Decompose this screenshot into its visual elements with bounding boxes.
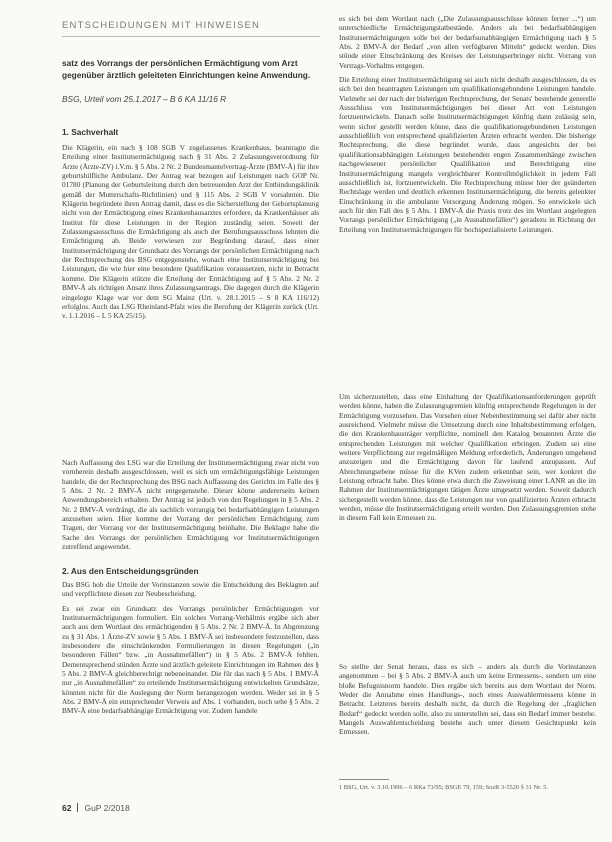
footer-divider <box>77 803 78 812</box>
right-paragraph-3: Um sicherzustellen, dass eine Einhaltung der Qualifikationsanforderungen geprüft werden könne, haben die Zulassungsgremien künftig entsprechende Regelungen in der Ermächtigung vorzusehen. Das Vorsehen einer Nebenbestimmung sei dafür aber nicht ausreichend. Vielmehr müsse die Umsetzung durch eine Inhaltsbestimmung erfolgen, die den Krankenhausträger verpflichte, nominell den Katalog benannten Ärzte die entsprechenden Leistungen mit welcher Qualifikation erbringen. Zudem sei eine weitere Verpflichtung zur regelmäßigen Meldung erforderlich, Änderungen umgehend anzuzeigen und die Ermächtigung davon für laufend anzupassen. Auf Abrechnungsebene müsse für die KVen zudem erkennbar sein, wer konkret die Leistung erbracht habe. Dies könne etwa durch die Zuweisung einer LANR an die im Rahmen der Institutsermächtigungen tätigen Ärzte umgesetzt werden. Soweit dadurch sichergestellt werden könne, dass die Leistungen nur von qualifizierten Ärzten erbracht werden, müsse die Institutsermächtigung erteilt werden. Den Zulassungsgremien stehe in diesem Fall kein Ermessen zu. <box>339 392 596 523</box>
left-column-section-1 <box>62 143 319 326</box>
right-paragraph-4: So stellte der Senat heraus, dass es sich – anders als durch die Vorinstanzen angenommen – bei § 5 Abs. 2 BMV-Ä auch um keine Ermessens-, sondern um eine bloße Befugnisnorm handele. Dies ergäbe sich bereits aus dem Wortlaut der Norm. Weder die Annahme eines Handlungs-, noch eines Auswahlermessens könne in Betracht. Letzteres bereits deshalb nicht, da durch die Regelung der „fraglichen Bedarf“ gedeckt werden solle, also zu unterstellen sei, dass ein Bedarf immer bestehe. Mangels Auswahlentscheidung bestehe auch unter diesem Gesichtspunkt kein Ermessen. <box>339 662 596 737</box>
section-2-heading: 2. Aus den Entscheidungsgründen <box>62 566 199 576</box>
section-2-paragraph-2: Es sei zwar ein Grundsatz des Vorrangs persönlicher Ermächtigungen vor Institutsermächtigungen formuliert. Ein solches Vorrang-Verhältnis ergäbe sich aber auch aus dem Wortlaut des ermächtigenden § 5 Abs. 2 Nr. 2 BMV-Ä. In Abgrenzung zu § 31 Abs. 1 Ärzte-ZV sowie § 5 Abs. 1 BMV-Ä sei insbesondere festzustellen, dass insbesondere die einschränkenden Formulierungen in diesen Regelungen („in besonderen Fällen“ bzw. „in Ausnahmefällen“) in § 5 Abs. 2 BMV-Ä fehlten. Dementsprechend stünden Ärzte und ärztlich geleitete Einrichtungen im Rahmen des § 5 Abs. 2 BMV-Ä gleichberechtigt nebeneinander. Die für das nach § 5 Abs. 1 BMV-Ä nur „in Ausnahmefällen“ zu erteilende Institutsermächtigung entwickelten Grundsätze, könnten nicht für die Auslegung der Norm herangezogen werden. Weder sei in § 5 Abs. 2 BMV-Ä ein entsprechender Verweis auf Abs. 1 vorhanden, noch sehe § 5 Abs. 2 BMV-Ä eine bedarfsabhängige Ermächtigung vor. Zudem handele <box>62 603 319 716</box>
right-column-top <box>339 14 596 239</box>
right-column-middle <box>339 392 596 528</box>
journal-name: GuP 2/2018 <box>84 803 130 813</box>
left-column-section-2 <box>62 580 319 721</box>
left-column-section-1-cont <box>62 458 319 556</box>
header-rule <box>62 36 320 37</box>
court-citation: BSG, Urteil vom 25.1.2017 – B 6 KA 11/16 R <box>62 94 227 104</box>
intro-guiding-principle: satz des Vorrangs der persönlichen Ermächtigung vom Arzt gegenüber ärztlich geleiteten Einrichtungen keine Anwendung. <box>62 58 311 80</box>
section-1-paragraph-1: Die Klägerin, ein nach § 108 SGB V zugelassenes Krankenhaus, beantragte die Erteilung einer Institutsermächtigung nach § 31 Abs. 2 Zulassungsverordnung für Ärzte (Ärzte-ZV) i.V.m. § 5 Abs. 2 Nr. 2 Bundesmantelvertrag-Ärzte (BMV-Ä) für ihre geburtshilfliche Ambulanz. Der Antrag war bezogen auf Leistungen nach GOP Nr. 01780 (Planung der Geburtsleitung durch den betreuenden Arzt der Entbindungsklinik gemäß der Mutterschafts-Richtlinien) und § 115 Abs. 2 SGB V vorsahnten. Die Klägerin begründete ihren Antrag damit, dass es die Sicherstellung der Geburtsplanung nicht von der Ermächtigung eines Krankenhausarztes erfordere, da Krankenhäuser als Institut für diese Leistungen in der Region zuständig seien. Soweit der Zulassungsausschuss die Ermächtigung als auch der Berufungsausschuss lehnten die Ermächtigung ab. Beide verwiesen zur Begründung darauf, dass einer Institutsermächtigung der Grundsatz des Vorrangs der persönlichen Ermächtigung nach der Rechtsprechung des BSG entgegenstehe, wonach eine Institutsermächtigung bei Leistungen, die wie hier eine besondere Qualifikation voraussetzen, nicht in Betracht komme. Die Klägerin stützte die Erteilung der Ermächtigung auf § 5 Abs. 2 Nr. 2 BMV-Ä als richtigen Ansatz ihres Zulassungsantrags. Die dagegen durch die Klägerin eingelegte Klage war vor dem SG Mainz (Urt. v. 28.1.2015 – S 8 KA 116/12) erfolglos. Auch das LSG Rheinland-Pfalz wies die Berufung der Klägerin zurück (Urt. v. 1.1.2016 – L 5 KA 25/15). <box>62 143 319 321</box>
page-footer <box>62 803 130 813</box>
page-number: 62 <box>62 803 72 813</box>
right-paragraph-2: Die Erteilung einer Institutsermächtigung sei auch nicht deshalb ausgeschlossen, da es sich bei den beantragten Leistungen um qualifikationsgebundene Leistungen handele. Vielmehr sei der nach der bisherigen Rechtsprechung, der Senats' bestehende generelle Ausschluss von Institutsermächtigungen bei dieser Art von Leistungen fortzuentwickeln. Danach solle Institutsermächtigungen künftig dann zulässig sein, wenn sicher gestellt werden könne, dass die qualifikationsgebundenen Leistungen ausschließlich von entsprechend qualifizierten Ärzten erbracht werden. Die bisherige Rechtsprechung, die diese begründet wurde, dass angesichts der bei qualifikationsabhängigen Leistungen bestehenden engen Zusammenhänge zwischen nachgewiesener persönlicher Qualifikation und Berechtigung eine Institutsermächtigung mangels vergleichbarer Kontrollmöglichkeit in jedem Fall ausschließlich ist, fortzuentwickeln. Die Rechtsprechung müsse hier der geänderten Rechtslage werden und deutlich erkennen Institutsermächtigung, die bereits gelenkter Einschränkung in die ambulante Versorgung Änderung mögen. So entwickele sich auch für den Fall des § 5 Abs. 1 BMV-Ä die Praxis trotz des im Wortlaut angelegten Vorrangs persönlicher Ermächtigung („in Ausnahmefällen“) geradezu in Richtung der Erteilung von Institutsermächtigungen für hochspezialisierte Leistungen. <box>339 75 596 234</box>
section-1-paragraph-2: Nach Auffassung des LSG war die Erteilung der Institutsermächtigung zwar nicht von vornherein deshalb ausgeschlossen, weil es sich um ermächtigungsfähige Leistungen handele, die der Rechtsprechung des BSG nach Auffassung des Gerichts im Falle des § 5 Abs. 2 Nr. 2 BMV-Ä nicht entgegenstehe. Dieser könne andererseits keinen Anwendungsbereich erhalten. Der Antrag ist jedoch von den Regelungen in § 5 Abs. 2 Nr. 2 BMV-Ä verdrängt, die als sachlich vorrangig bei bedarfsabhängigen Leistungen anzusehen seien. Hier komme der Vorrang der persönlichen Ermächtigung zum Tragen, der Vorrang vor der Institutsermächtigung beinhalte. Die Beklagte habe die Sache des Vorrangs der persönlichen Ermächtigung vor Institutsermächtigungen zutreffend angewendet. <box>62 458 319 552</box>
footnote-rule <box>339 779 389 780</box>
right-paragraph-1: es sich bei dem Wortlaut nach („Die Zulassungsausschüsse können ferner ...“) um unterschiedliche Ermächtigungstatbestände. Anders als bei bedarfsabhängigen Institutsermächtigungen solle bei der bedarfsunabhängigen Ermächtigung nach § 5 Abs. 2 BMV-Ä der Bedarf „von allen verfügbaren Mitteln“ gedeckt werden. Dies stünde einer Einschränkung des Kreises der Leistungserbringer nicht. Vorrang von Vertrags-Vorhaltns entgegen. <box>339 14 596 70</box>
section-1-heading: 1. Sachverhalt <box>62 127 119 137</box>
right-column-bottom <box>339 662 596 742</box>
section-2-paragraph-1: Das BSG hob die Urteile der Vorinstanzen sowie die Entscheidung des Beklagten auf und verpflichtete diesen zur Neubescheidung. <box>62 580 319 599</box>
footnote: 1 BSG, Urt. v. 3.10.1996 – 6 RKa 73/95; BSGE 79, 159; SozR 3-5520 § 31 Nr. 5. <box>339 784 548 791</box>
running-head: ENTSCHEIDUNGEN MIT HINWEISEN <box>62 20 261 31</box>
